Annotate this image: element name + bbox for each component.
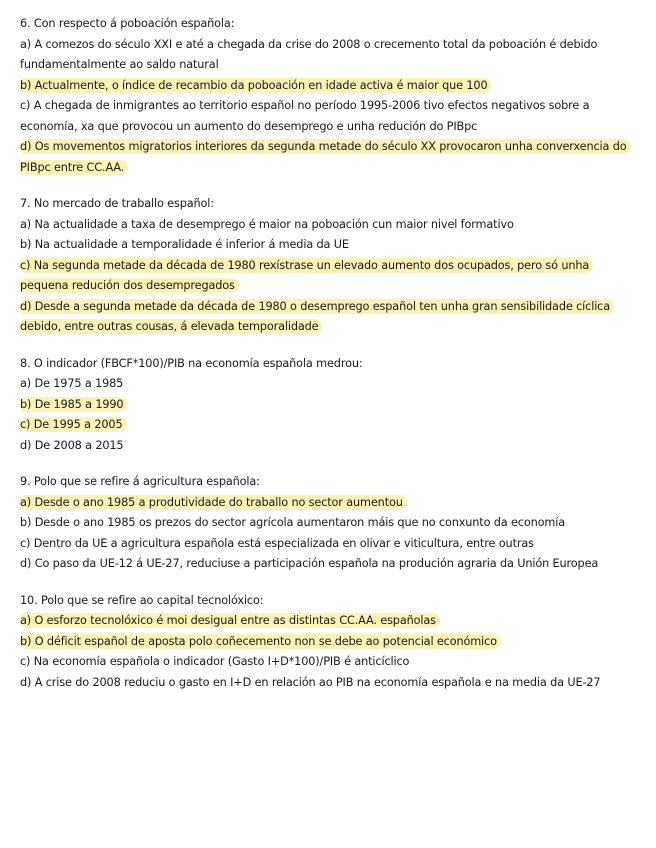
option-text: c) Na segunda metade da década de 1980 rexístrase un elevado aumento dos ocupados, pero só unha pequena redución dos desempregados (19, 258, 593, 294)
option-text: c) Dentro da UE a agricultura española está especializada en olivar e viticultura, entre outras (20, 536, 534, 550)
option-8a (20, 374, 635, 395)
option-text: d) De 2008 a 2015 (20, 438, 124, 452)
option-text: d) Os movementos migratorios interiores da segunda metade do século XX provocaron unha converxencia do PIBpc entre CC.AA. (19, 139, 631, 175)
option-7c-highlighted (20, 256, 635, 297)
question-9 (20, 472, 656, 575)
option-8d (20, 436, 635, 457)
option-text: c) Na economía española o indicador (Gasto I+D*100)/PIB é anticíclico (20, 655, 410, 668)
option-text: b) Desde o ano 1985 os prezos do sector agrícola aumentaron máis que no conxunto da economía (20, 516, 566, 529)
option-text: d) Co paso da UE-12 á UE-27, reduciuse a participación española na produción agraria da Unión Europea (20, 557, 599, 570)
option-text: b) O déficit español de aposta polo coñecemento non se debe ao potencial económico (19, 634, 501, 649)
question-7 (20, 194, 656, 338)
question-8 (20, 354, 656, 457)
question-10 (20, 591, 656, 694)
option-text: a) Na actualidade a taxa de desemprego é maior na poboación cun maior nivel formativo (20, 217, 514, 231)
option-text: b) Na actualidade a temporalidade é inferior á media da UE (20, 238, 349, 251)
option-8c-highlighted (20, 415, 635, 436)
option-10d (20, 673, 635, 694)
option-9a-highlighted (20, 493, 635, 514)
option-10a-highlighted (20, 611, 635, 632)
option-text: d) Desde a segunda metade da década de 1980 o desemprego español ten unha gran sensibilidade cíclica debido, entre outras cousas, á elevada temporalidade (19, 299, 614, 335)
option-text: b) Actualmente, o índice de recambio da poboación en idade activa é maior que 100 (19, 78, 491, 93)
question-title: 9. Polo que se refire á agricultura española: (20, 475, 260, 488)
option-text: a) De 1975 a 1985 (20, 377, 124, 390)
option-6a (20, 35, 635, 76)
question-title: 8. O indicador (FBCF*100)/PIB na economía española medrou: (20, 356, 363, 370)
option-10b-highlighted (20, 632, 635, 653)
option-7d-highlighted (20, 297, 635, 338)
option-6d-highlighted (20, 137, 635, 178)
option-text: a) A comezos do século XXI e até a chegada da crise do 2008 o crecemento total da poboación é debido fundamentalmente ao saldo natural (20, 37, 598, 71)
option-6c (20, 96, 635, 137)
question-title: 7. No mercado de traballo español: (20, 197, 214, 210)
option-text: d) A crise do 2008 reduciu o gasto en I+D en relación ao PIB na economía española e na media da UE-27 (20, 675, 601, 689)
option-8b-highlighted (20, 395, 635, 416)
option-9c (20, 534, 635, 555)
option-text: b) De 1985 a 1990 (19, 397, 127, 412)
question-title: 6. Con respecto á poboación española: (20, 17, 235, 30)
option-7a (20, 215, 635, 236)
question-6 (20, 14, 656, 178)
question-title: 10. Polo que se refire ao capital tecnolóxico: (20, 593, 264, 607)
option-9d (20, 554, 635, 575)
option-text: a) Desde o ano 1985 a produtividade do traballo no sector aumentou (19, 495, 407, 510)
option-6b-highlighted (20, 76, 635, 97)
option-text: c) De 1995 a 2005 (19, 417, 127, 432)
option-10c (20, 652, 635, 673)
option-text: a) O esforzo tecnolóxico é moi desigual entre as distintas CC.AA. españolas (19, 613, 440, 628)
option-9b (20, 513, 635, 534)
option-text: c) A chegada de inmigrantes ao territorio español no período 1995-2006 tivo efectos negativos sobre a economía, xa que provocou un aumento do desemprego e unha redución do PIBpc (20, 99, 590, 133)
option-7b (20, 235, 635, 256)
